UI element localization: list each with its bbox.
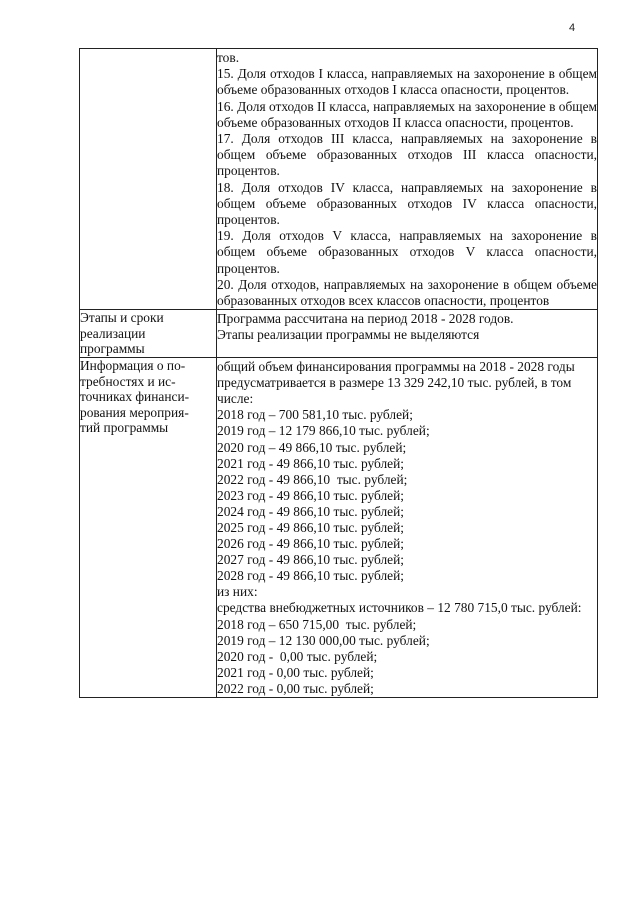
year-amount: 2025 год - 49 866,10 тыс. рублей; bbox=[217, 519, 404, 535]
year-amount: 2020 год – 49 866,10 тыс. рублей; bbox=[217, 439, 407, 455]
of-them-label: из них: bbox=[217, 584, 258, 600]
financing-value-cell bbox=[217, 358, 598, 698]
extrabudgetary-year-amount: 2021 год - 0,00 тыс. рублей; bbox=[217, 664, 374, 680]
stages-value-cell bbox=[217, 310, 598, 358]
indicator-item: 17. Доля отходов III класса, направляемых на захоронение в общем объеме образованных отходов III класса опасности, процентов. bbox=[217, 131, 597, 179]
page-number: 4 bbox=[569, 22, 576, 34]
year-amount: 2018 год – 700 581,10 тыс. рублей; bbox=[217, 407, 413, 423]
extrabudgetary-intro: средства внебюджетных источников – 12 780 715,0 тыс. рублей: bbox=[217, 600, 582, 616]
row-label-cell bbox=[80, 49, 217, 310]
financing-intro: общий объем финансирования программы на 2018 - 2028 годы предусматривается в размере 13 329 242,10 тыс. рублей, в том числе: bbox=[217, 359, 575, 407]
year-amount: 2027 год - 49 866,10 тыс. рублей; bbox=[217, 552, 404, 568]
label-line: Информация о по- bbox=[80, 358, 186, 374]
indicator-item: 20. Доля отходов, направляемых на захоронение в общем объеме образованных отходов всех классов опасности, процентов bbox=[217, 276, 597, 309]
label-line: Этапы и сроки bbox=[80, 310, 164, 326]
year-amount: 2024 год - 49 866,10 тыс. рублей; bbox=[217, 503, 404, 519]
table-row-indicators bbox=[80, 49, 598, 310]
program-passport-table bbox=[79, 48, 598, 698]
indicator-item: 15. Доля отходов I класса, направляемых на захоронение в общем объеме образованных отходов I класса опасности, процентов. bbox=[217, 66, 597, 98]
label-line: требностях и ис- bbox=[80, 373, 176, 389]
label-line: рования мероприя- bbox=[80, 404, 189, 420]
label-line: реализации bbox=[80, 325, 146, 341]
year-amount: 2026 год - 49 866,10 тыс. рублей; bbox=[217, 536, 404, 552]
extrabudgetary-year-amount: 2022 год - 0,00 тыс. рублей; bbox=[217, 680, 374, 696]
indicator-item: 18. Доля отходов IV класса, направляемых на захоронение в общем объеме образованных отходов IV класса опасности, процентов. bbox=[217, 179, 597, 228]
extrabudgetary-year-amount: 2018 год – 650 715,00 тыс. рублей; bbox=[217, 616, 417, 632]
label-line: точниках финанси- bbox=[80, 389, 190, 405]
indicator-item: 16. Доля отходов II класса, направляемых на захоронение в общем объеме образованных отходов II класса опасности, процентов. bbox=[217, 98, 597, 130]
extrabudgetary-year-amount: 2020 год - 0,00 тыс. рублей; bbox=[217, 648, 378, 664]
year-amount: 2019 год – 12 179 866,10 тыс. рублей; bbox=[217, 423, 430, 439]
stages-line: Этапы реализации программы не выделяются bbox=[217, 327, 480, 343]
year-amount: 2022 год - 49 866,10 тыс. рублей; bbox=[217, 471, 408, 487]
year-amount: 2021 год - 49 866,10 тыс. рублей; bbox=[217, 455, 404, 471]
indicators-cell bbox=[217, 49, 598, 310]
label-line: программы bbox=[80, 341, 145, 357]
stages-label-cell bbox=[80, 310, 217, 358]
continuation-text: тов. bbox=[217, 50, 240, 65]
indicator-item: 19. Доля отходов V класса, направляемых на захоронение в общем объеме образованных отходов V класса опасности, процентов. bbox=[217, 228, 597, 276]
year-amount: 2028 год - 49 866,10 тыс. рублей; bbox=[217, 568, 404, 584]
financing-label-cell bbox=[80, 358, 217, 698]
extrabudgetary-year-amount: 2019 год – 12 130 000,00 тыс. рублей; bbox=[217, 632, 430, 648]
label-line: тий программы bbox=[80, 420, 169, 436]
table-row-financing bbox=[80, 358, 598, 698]
stages-line: Программа рассчитана на период 2018 - 2028 годов. bbox=[217, 311, 514, 327]
year-amount: 2023 год - 49 866,10 тыс. рублей; bbox=[217, 487, 404, 503]
table-row-stages bbox=[80, 310, 598, 358]
